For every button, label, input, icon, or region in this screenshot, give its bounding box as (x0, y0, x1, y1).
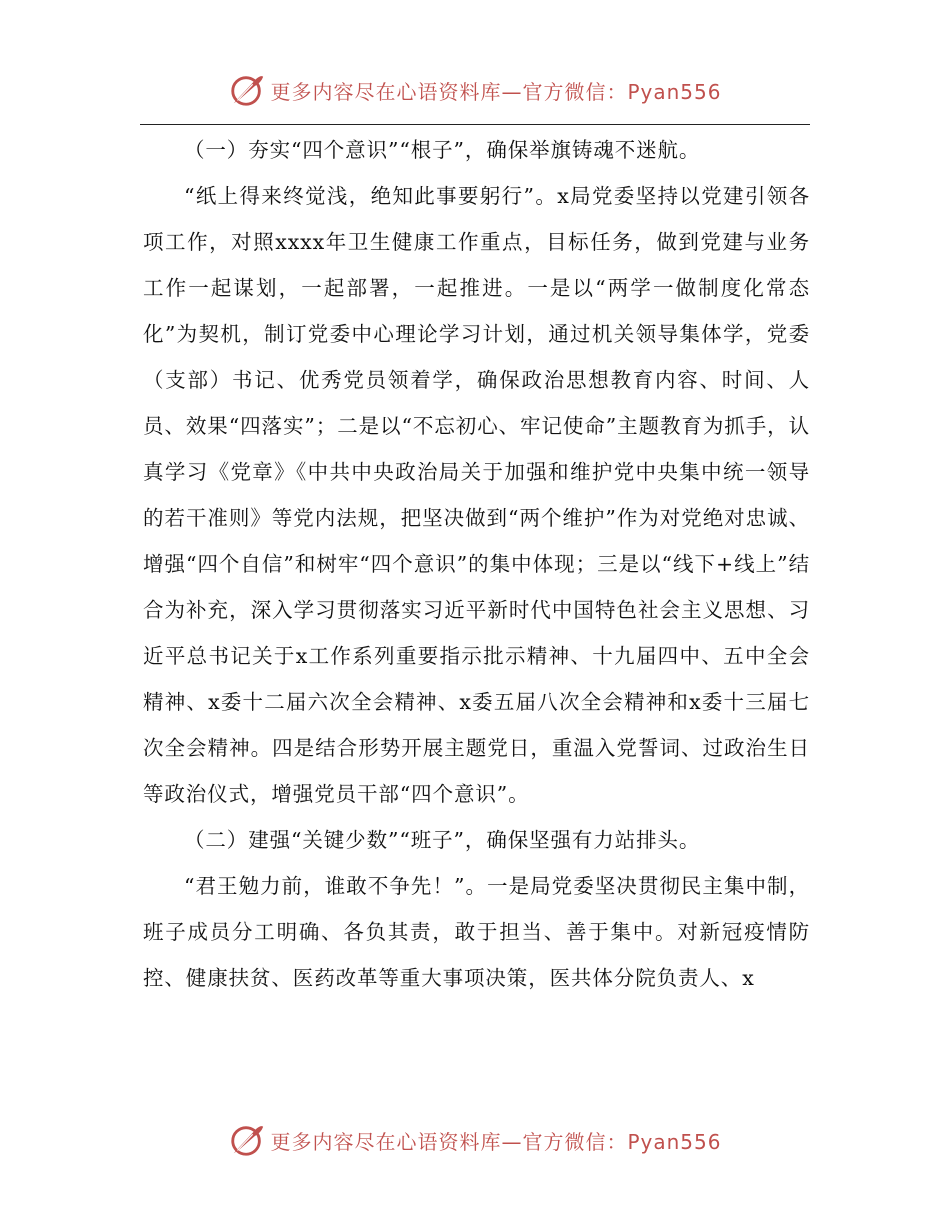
section-heading-1: （一）夯实“四个意识”“根子”，确保举旗铸魂不迷航。 (184, 138, 701, 162)
document-body (143, 127, 810, 1001)
quill-logo-icon (228, 71, 266, 109)
header-banner (0, 68, 950, 112)
section-heading-2: （二）建强“关键少数”“班子”，确保坚强有力站排头。 (184, 828, 701, 852)
banner-text: 更多内容尽在心语资料库—官方微信：Pyan556 (270, 79, 722, 104)
footer-banner (0, 1118, 950, 1162)
body-paragraph-2: “君王勉力前，谁敢不争先！”。一是局党委坚决贯彻民主集中制，班子成员分工明确、各负其责，敢于担当、善于集中。对新冠疫情防控、健康扶贫、医药改革等重大事项决策，医共体分院负责人、x (143, 874, 810, 990)
header-rule (140, 124, 810, 125)
body-paragraph-1: “纸上得来终觉浅，绝知此事要躬行”。x局党委坚持以党建引领各项工作，对照xxxx年卫生健康工作重点，目标任务，做到党建与业务工作一起谋划，一起部署，一起推进。一是以“两学一做制度化常态化”为契机，制订党委中心理论学习计划，通过机关领导集体学，党委（支部）书记、优秀党员领着学，确保政治思想教育内容、时间、人员、效果“四落实”；二是以“不忘初心、牢记使命”主题教育为抓手，认真学习《党章》《中共中央政治局关于加强和维护党中央集中统一领导的若干准则》等党内法规，把坚决做到“两个维护”作为对党绝对忠诚、增强“四个自信”和树牢“四个意识”的集中体现；三是以“线下+线上”结合为补充，深入学习贯彻落实习近平新时代中国特色社会主义思想、习近平总书记关于x工作系列重要指示批示精神、十九届四中、五中全会精神、x委十二届六次全会精神、x委五届八次全会精神和x委十三届七次全会精神。四是结合形势开展主题党日，重温入党誓词、过政治生日等政治仪式，增强党员干部“四个意识”。 (143, 184, 810, 806)
banner-text: 更多内容尽在心语资料库—官方微信：Pyan556 (270, 1129, 722, 1154)
quill-logo-icon (228, 1121, 266, 1159)
